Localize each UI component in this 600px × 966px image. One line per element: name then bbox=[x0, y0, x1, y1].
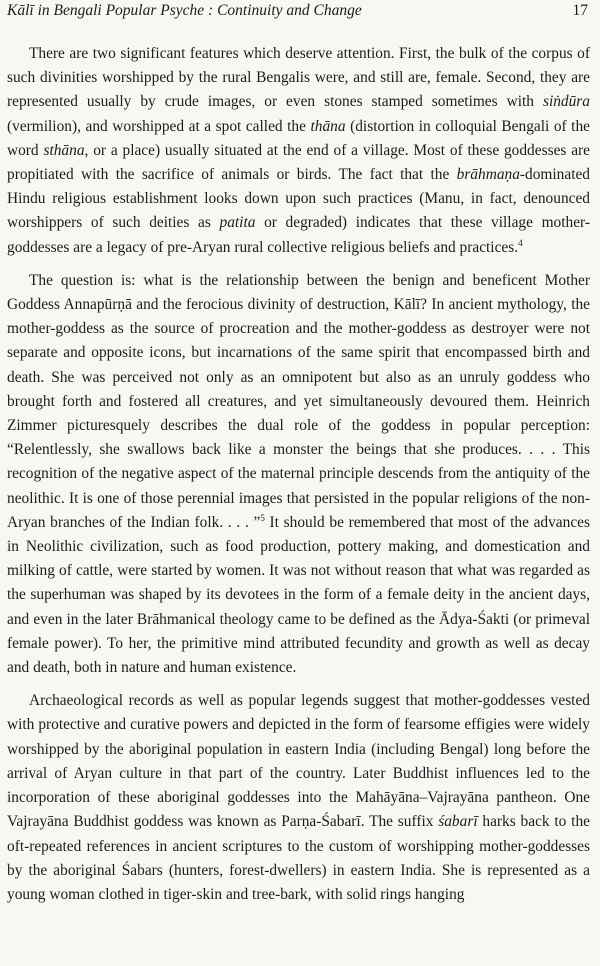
footnote-ref: 5 bbox=[260, 512, 265, 523]
italic-term: sthāna bbox=[43, 141, 85, 159]
italic-term: patita bbox=[219, 214, 256, 232]
italic-term: brāhmaṇa bbox=[456, 166, 520, 184]
paragraph-2 bbox=[7, 269, 590, 680]
text-run: There are two significant features which deserve attention. First, the bulk of the corpus of such divinities worshipped by the rural Bengalis were, and still are, female. Second, they are represented usually by crude images, or even stones stamped sometimes with bbox=[7, 45, 590, 111]
text-run: harks back to the oft-repeated references in ancient scriptures to the custom of worshipping mother-goddesses by the aboriginal Śabars (hunters, forest-dwellers) in eastern India. She is represented as a young woman clothed in tiger-skin and tree-bark, with solid rings hanging bbox=[7, 813, 590, 903]
running-head bbox=[7, 0, 590, 28]
paragraph-1 bbox=[7, 42, 590, 260]
running-title: Kālī in Bengali Popular Psyche : Continuity and Change bbox=[7, 2, 362, 19]
text-run: (distortion in colloquial Bengali of the word bbox=[7, 117, 590, 159]
italic-term: siṅdūra bbox=[542, 93, 590, 111]
text-run: , or a place) usually situated at the end of a village. Most of these goddesses are propitiated with the sacrifice of animals or birds. The fact that the bbox=[7, 141, 591, 184]
text-run: -dominated Hindu religious establishment looks down upon such practices (Manu, in fact, denounced worshippers of such deities as bbox=[7, 166, 590, 232]
italic-term: thāna bbox=[310, 117, 346, 135]
text-run: or degraded) indicates that these village mother-goddesses are a legacy of pre-Aryan rural collective religious beliefs and practices. bbox=[7, 214, 590, 256]
text-run: The question is: what is the relationship between the benign and beneficent Mother Goddess Annapūrṇā and the ferocious divinity of destruction, Kālī? In ancient mythology, the mother-goddess as the source of procreation and the mother-goddess as destroyer were not separate and opposite icons, but incarnations of the same spirit that encompassed birth and death. She was perceived not only as an omnipotent but also as an unruly goddess who brought forth and fostered all creatures, and yet simultaneously devoured them. Heinrich Zimmer picturesquely describes the dual role of the goddess in popular perception: “Relentlessly, she swallows back like a monster the beings that she produces. . . . This recognition of the negative aspect of the maternal principle descends from the antiquity of the neolithic. It is one of those perennial images that persisted in the popular religions of the non-Aryan branches of the Indian folk. . . . ” bbox=[7, 271, 590, 531]
text-run: (vermilion), and worshipped at a spot called the bbox=[7, 117, 311, 135]
footnote-ref: 4 bbox=[518, 237, 523, 248]
italic-term: śabarī bbox=[438, 813, 478, 831]
paragraph-3 bbox=[7, 689, 590, 907]
text-run: Archaeological records as well as popular legends suggest that mother-goddesses vested with protective and curative powers and depicted in the form of fearsome effigies were widely worshipped by the aboriginal population in eastern India (including Bengal) long before the arrival of Aryan culture in that part of the country. Later Buddhist influences led to the incorporation of these aboriginal goddesses into the Mahāyāna–Vajrayāna pantheon. One Vajrayāna Buddhist goddess was known as Parṇa-Śabarī. The suffix bbox=[7, 692, 590, 831]
body-text bbox=[7, 42, 590, 907]
page-number: 17 bbox=[572, 2, 588, 19]
text-run: It should be remembered that most of the advances in Neolithic civilization, such as food production, pottery making, and domestication and milking of cattle, were started by women. It was not without reason that what was regarded as the superhuman was shaped by its devotees in the form of a female deity in the ancient days, and even in the later Brāhmanical theology came to be defined as the Ādya-Śakti (or primeval female power). To her, the primitive mind attributed fecundity and growth as well as decay and death, both in nature and human existence. bbox=[7, 513, 590, 677]
